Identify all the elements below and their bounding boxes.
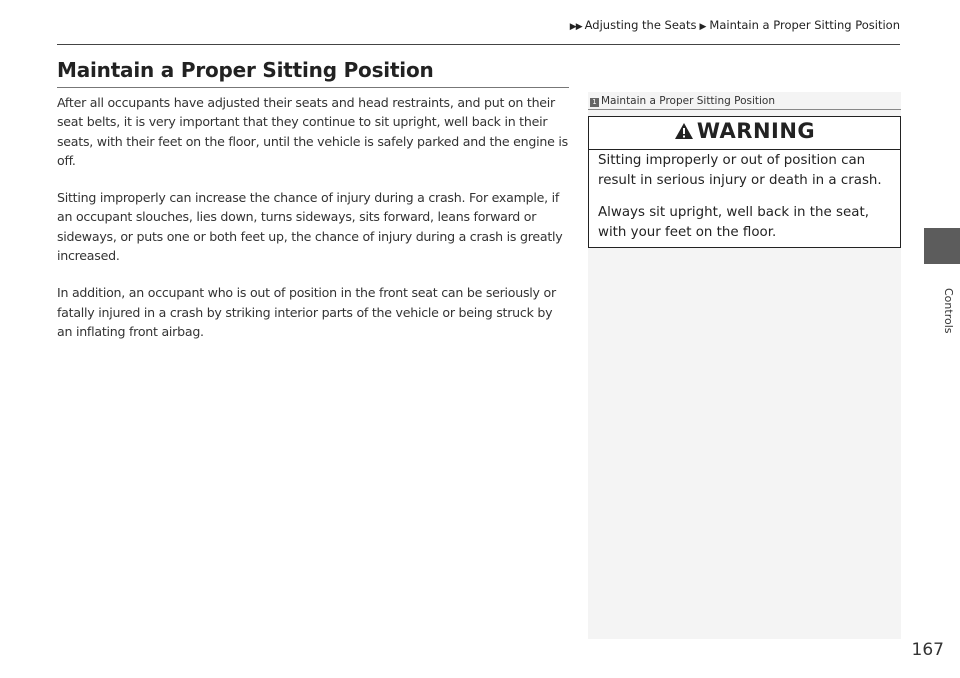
sidebar-rule <box>588 109 901 110</box>
title-rule <box>57 87 569 88</box>
warning-line: Sitting improperly or out of position can result in serious injury or death in a crash. <box>598 153 882 188</box>
body-text <box>57 93 569 359</box>
section-tab <box>924 228 960 264</box>
sidebar-title <box>590 95 775 107</box>
warning-line: Always sit upright, well back in the seat, with your feet on the floor. <box>598 205 869 240</box>
sidebar-title-text: Maintain a Proper Sitting Position <box>601 95 776 107</box>
breadcrumb <box>570 18 900 32</box>
double-triangle-icon: ▶▶ <box>569 22 582 32</box>
warning-label: WARNING <box>696 119 816 143</box>
header-rule <box>57 44 900 45</box>
warning-box <box>588 116 901 248</box>
page-title: Maintain a Proper Sitting Position <box>57 58 434 82</box>
paragraph: After all occupants have adjusted their seats and head restraints, and put on their seat belts, it is very important that they continue to sit upright, well back in their seats, with their feet on the floor, until the vehicle is safely parked and the engine is off. <box>57 95 568 168</box>
warning-heading <box>589 119 900 143</box>
warning-rule <box>589 149 900 150</box>
page-number: 167 <box>911 640 944 660</box>
triangle-icon: ▶ <box>699 22 707 32</box>
paragraph: Sitting improperly can increase the chance of injury during a crash. For example, if an occupant slouches, lies down, turns sideways, sits forward, leans forward or sideways, or puts one or both feet up, the chance of injury during a crash is greatly increased. <box>57 190 563 264</box>
breadcrumb-topic: Maintain a Proper Sitting Position <box>709 18 900 32</box>
reference-mark: 1 <box>590 98 599 107</box>
section-tab-label: Controls <box>942 288 955 334</box>
warning-triangle-icon <box>674 122 694 140</box>
warning-text <box>598 151 893 255</box>
paragraph: In addition, an occupant who is out of position in the front seat can be seriously or fatally injured in a crash by striking interior parts of the vehicle or being struck by an inflating front airbag. <box>57 285 556 339</box>
breadcrumb-section: Adjusting the Seats <box>584 18 697 32</box>
